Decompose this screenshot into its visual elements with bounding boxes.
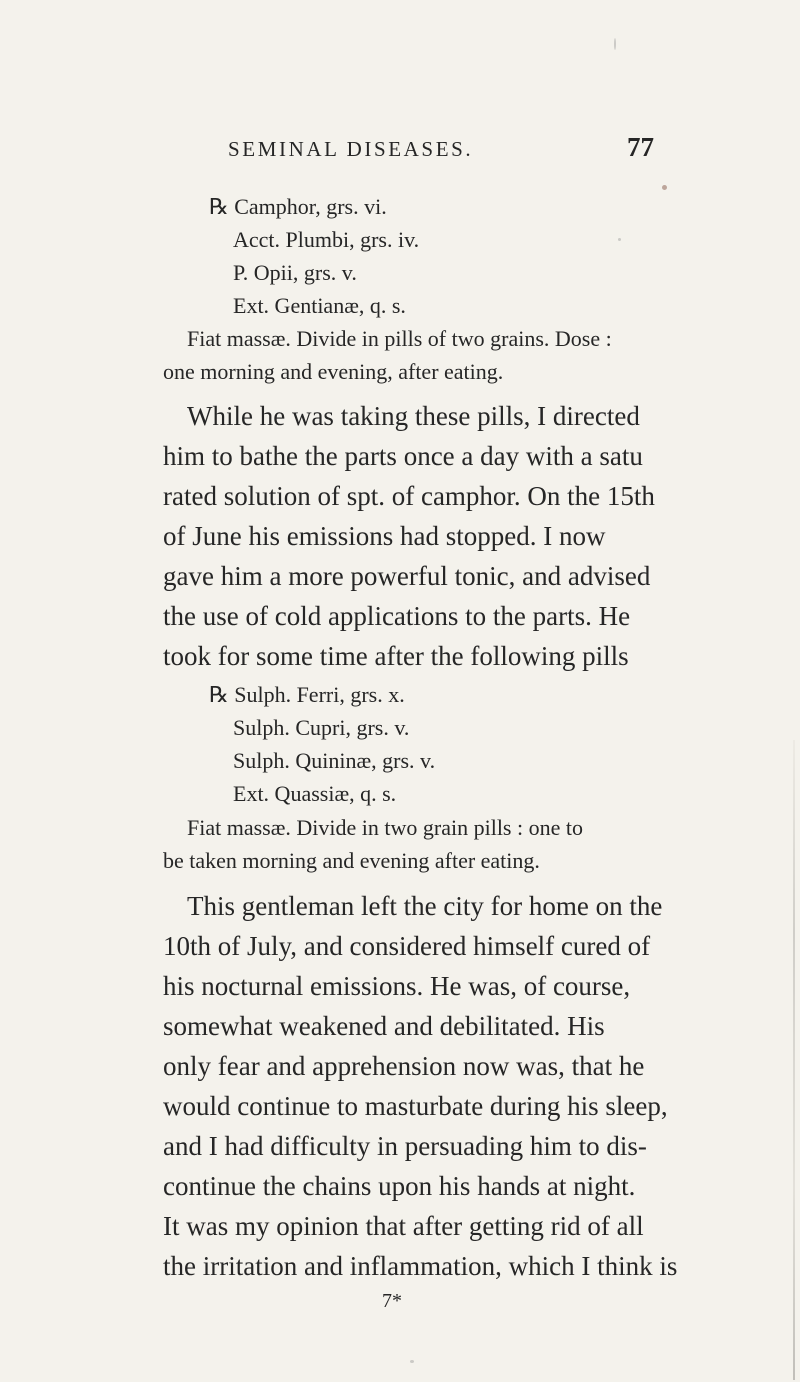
prescription-1-line: Acct. Plumbi, grs. iv. bbox=[233, 227, 420, 252]
paper-speck bbox=[410, 1360, 414, 1363]
running-head: SEMINAL DISEASES. bbox=[228, 137, 474, 161]
prescription-1-line: P. Opii, grs. v. bbox=[233, 260, 357, 285]
paragraph-1-line: gave him a more powerful tonic, and advised bbox=[163, 561, 651, 591]
paragraph-2-line: would continue to masturbate during his sleep, bbox=[163, 1091, 668, 1121]
paragraph-2-line: It was my opinion that after getting rid of all bbox=[163, 1211, 644, 1241]
paragraph-2-line: the irritation and inflammation, which I think is bbox=[163, 1251, 678, 1281]
paragraph-1-line: him to bathe the parts once a day with a satu bbox=[163, 441, 643, 471]
prescription-2-line: Ext. Quassiæ, q. s. bbox=[233, 781, 397, 806]
page-edge-shadow bbox=[793, 740, 795, 1380]
paper-speck bbox=[662, 185, 667, 190]
paragraph-2-line: and I had difficulty in persuading him to dis- bbox=[163, 1131, 647, 1161]
paragraph-2-line: continue the chains upon his hands at night. bbox=[163, 1171, 636, 1201]
prescription-1-line: Ext. Gentianæ, q. s. bbox=[233, 293, 406, 318]
prescription-2-line: Sulph. Cupri, grs. v. bbox=[233, 715, 410, 740]
paragraph-1-line: took for some time after the following pills bbox=[163, 641, 629, 671]
prescription-1-directions: Fiat massæ. Divide in pills of two grains. Dose : bbox=[187, 326, 612, 351]
page-number: 77 bbox=[627, 132, 654, 162]
paragraph-2-line: only fear and apprehension now was, that he bbox=[163, 1051, 645, 1081]
paragraph-2-line: 10th of July, and considered himself cured of bbox=[163, 931, 651, 961]
paragraph-1-line: rated solution of spt. of camphor. On the 15th bbox=[163, 481, 655, 511]
paper-speck bbox=[614, 38, 616, 50]
signature-mark: 7* bbox=[382, 1290, 402, 1312]
prescription-1-directions: one morning and evening, after eating. bbox=[163, 359, 504, 384]
prescription-1-line: ℞ Camphor, grs. vi. bbox=[209, 194, 387, 219]
paragraph-1-line: of June his emissions had stopped. I now bbox=[163, 521, 606, 551]
paragraph-2-line: his nocturnal emissions. He was, of course, bbox=[163, 971, 631, 1001]
prescription-2-directions: Fiat massæ. Divide in two grain pills : one to bbox=[187, 815, 583, 840]
paragraph-2-line: somewhat weakened and debilitated. His bbox=[163, 1011, 605, 1041]
page-header bbox=[228, 132, 654, 163]
paper-speck bbox=[618, 238, 621, 241]
paragraph-1-line: the use of cold applications to the parts. He bbox=[163, 601, 631, 631]
paragraph-1-line: While he was taking these pills, I directed bbox=[187, 401, 640, 431]
prescription-2-line: ℞ Sulph. Ferri, grs. x. bbox=[209, 682, 405, 707]
paragraph-2-line: This gentleman left the city for home on the bbox=[187, 891, 663, 921]
prescription-2-line: Sulph. Quininæ, grs. v. bbox=[233, 748, 436, 773]
prescription-2-directions: be taken morning and evening after eating. bbox=[163, 848, 540, 873]
